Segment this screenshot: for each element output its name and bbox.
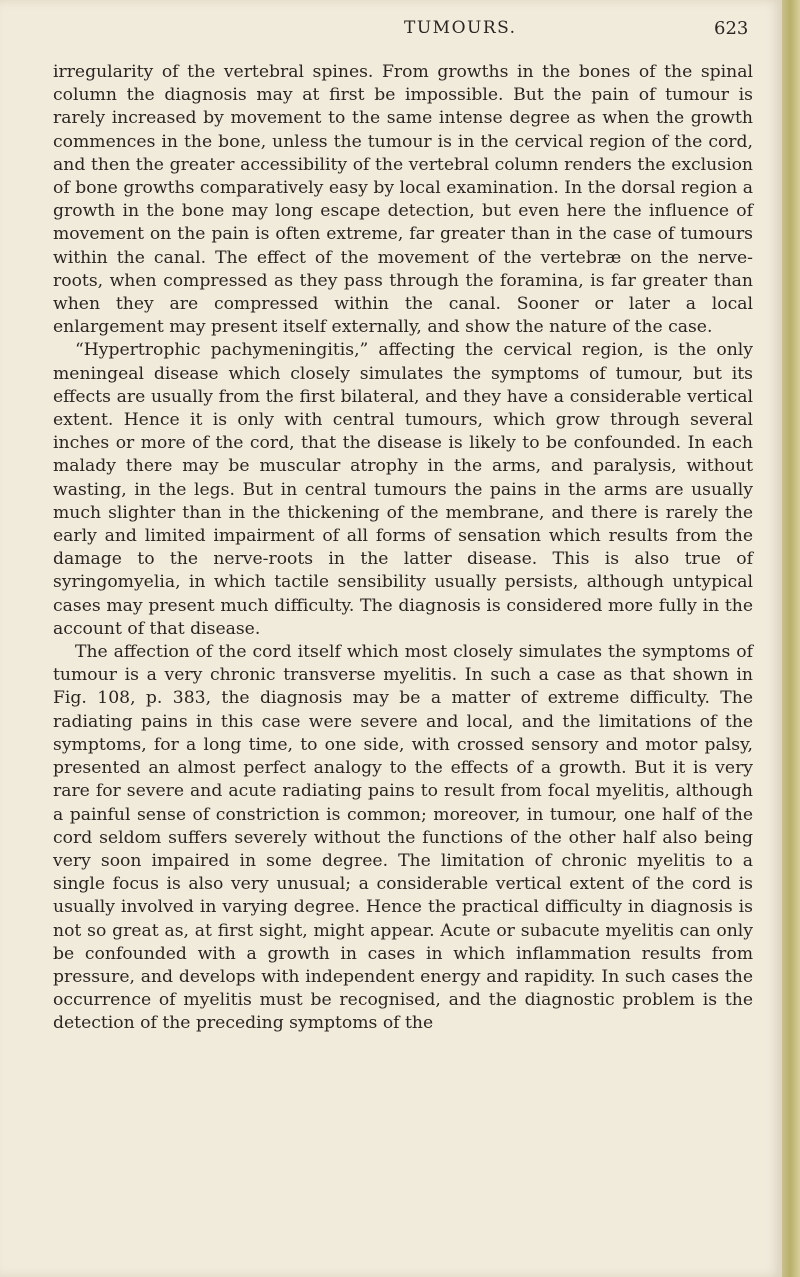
paragraph-3: The affection of the cord itself which most closely simulates the symptoms of tumour is a very chronic transverse myelitis. In such a case as that shown in Fig. 108, p. 383, the diagnosis may be a matter of extreme difficulty. The radiating pains in this case were severe and local, and the limitations of the symptoms, for a long time, to one side, with crossed sensory and motor palsy, presented an almost perfect analogy to the effects of a growth. But it is very rare for severe and acute radiating pains to result from focal myelitis, although a painful sense of constriction is common; moreover, in tumour, one half of the cord seldom suffers severely without the functions of the other half also being very soon impaired in some degree. The limitation of chronic myelitis to a single focus is also very unusual; a considerable vertical extent of the cord is usually involved in varying degree. Hence the practical difficulty in diagnosis is not so great as, at first sight, might appear. Acute or subacute myelitis can only be confounded with a growth in cases in which inflammation results from pressure, and develops with independent energy and rapidity. In such cases the occurrence of myelitis must be recognised, and the diagnostic problem is the detection of the preceding symptoms of the	[53, 642, 753, 1034]
page-edge	[782, 0, 800, 1277]
paragraph-2: “Hypertrophic pachymeningitis,” affecting the cervical region, is the only meningeal disease which closely simulates the symptoms of tumour, but its effects are usually from the first bilateral, and they have a considerable vertical extent. Hence it is only with central tumours, which grow through several inches or more of the cord, that the disease is likely to be confounded. In each malady there may be muscular atrophy in the arms, and paralysis, without wasting, in the legs. But in central tumours the pains in the arms are usually much slighter than in the thickening of the membrane, and there is rarely the early and limited impairment of all forms of sensation which results from the damage to the nerve-roots in the latter disease. This is also true of syringomyelia, in which tactile sensibility usually persists, although untypical cases may present much difficulty. The diagnosis is considered more fully in the account of that disease.	[53, 340, 753, 639]
page-number: 623	[714, 18, 749, 39]
running-head: TUMOURS.	[404, 18, 517, 38]
body-text	[53, 61, 753, 1036]
paragraph-1: irregularity of the vertebral spines. From growths in the bones of the spinal column the diagnosis may at first be impossible. But the pain of tumour is rarely increased by movement to the same intense degree as when the growth commences in the bone, unless the tumour is in the cervical region of the cord, and then the greater accessibility of the vertebral column renders the exclusion of bone growths comparatively easy by local examination. In the dorsal region a growth in the bone may long escape detection, but even here the influence of movement on the pain is often extreme, far greater than in the case of tumours within the canal. The effect of the movement of the vertebræ on the nerve-roots, when compressed as they pass through the foramina, is far greater than when they are compressed within the canal. Sooner or later a local enlargement may present itself externally, and show the nature of the case.	[53, 62, 753, 338]
page-header	[0, 14, 782, 44]
